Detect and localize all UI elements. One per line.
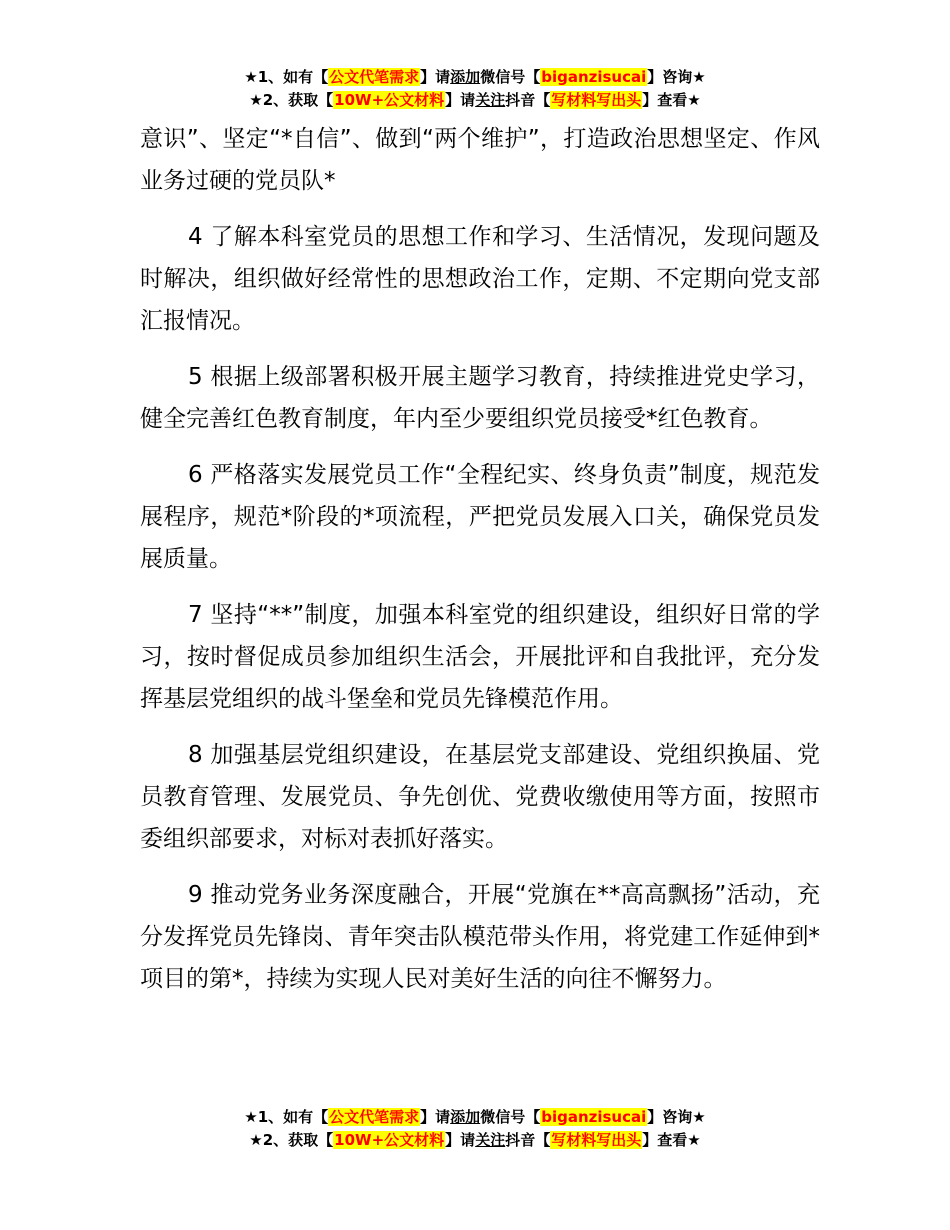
star-icon: ★ [249,91,263,109]
banner-text: 1、如有【 [257,68,329,86]
paragraph-item-4: 4 了解本科室党员的思想工作和学习、生活情况，发现问题及时解决，组织做好经常性的思想政治工作，定期、不定期向党支部汇报情况。 [140,224,820,334]
banner-text: 微信号【 [480,1108,541,1126]
underlined-text: 添加 [450,1108,481,1126]
highlight-text: 10W+公文材料 [334,1131,445,1149]
banner-line-2 [0,1129,950,1152]
wechat-id-highlight: biganzisucai [541,68,647,86]
underlined-text: 关注 [475,91,506,109]
star-icon: ★ [687,91,701,109]
document-body [140,118,820,1014]
banner-text: 1、如有【 [257,1108,329,1126]
underlined-text: 关注 [475,1131,506,1149]
star-icon: ★ [687,1131,701,1149]
banner-text: 抖音【 [505,91,551,109]
banner-text: 抖音【 [505,1131,551,1149]
banner-line-1 [0,66,950,89]
banner-text: 2、获取【 [262,1131,334,1149]
banner-text: 】查看 [642,1131,688,1149]
paragraph-item-8: 8 加强基层党组织建设，在基层党支部建设、党组织换届、党员教育管理、发展党员、争先创优、党费收缴使用等方面，按照市委组织部要求，对标对表抓好落实。 [140,742,820,852]
paragraph-item-7: 7 坚持“**”制度，加强本科室党的组织建设，组织好日常的学习，按时督促成员参加组织生活会，开展批评和自我批评，充分发挥基层党组织的战斗堡垒和党员先锋模范作用。 [140,602,820,712]
star-icon: ★ [249,1131,263,1149]
header-banner [0,66,950,112]
highlight-text: 公文代笔需求 [329,1108,420,1126]
banner-text: 】请 [420,1108,451,1126]
star-icon: ★ [692,1108,706,1126]
paragraph-item-6: 6 严格落实发展党员工作“全程纪实、终身负责”制度，规范发展程序，规范*阶段的*项流程，严把党员发展入口关，确保党员发展质量。 [140,462,820,572]
footer-banner [0,1106,950,1152]
highlight-text: 公文代笔需求 [329,68,420,86]
banner-text: 】请 [445,91,476,109]
underlined-text: 添加 [450,68,481,86]
douyin-id-highlight: 写材料写出头 [551,91,642,109]
banner-text: 】查看 [642,91,688,109]
banner-text: 】请 [420,68,451,86]
paragraph-continuation: 意识”、坚定“*自信”、做到“两个维护”，打造政治思想坚定、作风业务过硬的党员队* [140,126,820,194]
star-icon: ★ [692,68,706,86]
banner-line-2 [0,89,950,112]
banner-text: 】咨询 [647,68,693,86]
banner-text: 】请 [445,1131,476,1149]
paragraph-item-9: 9 推动党务业务深度融合，开展“党旗在**高高飘扬”活动，充分发挥党员先锋岗、青年突击队模范带头作用，将党建工作延伸到*项目的第*，持续为实现人民对美好生活的向往不懈努力。 [140,882,820,992]
wechat-id-highlight: biganzisucai [541,1108,647,1126]
banner-text: 2、获取【 [262,91,334,109]
banner-line-1 [0,1106,950,1129]
star-icon: ★ [244,68,258,86]
banner-text: 微信号【 [480,68,541,86]
douyin-id-highlight: 写材料写出头 [551,1131,642,1149]
paragraph-item-5: 5 根据上级部署积极开展主题学习教育，持续推进党史学习，健全完善红色教育制度，年内至少要组织党员接受*红色教育。 [140,364,820,432]
banner-text: 】咨询 [647,1108,693,1126]
highlight-text: 10W+公文材料 [334,91,445,109]
star-icon: ★ [244,1108,258,1126]
